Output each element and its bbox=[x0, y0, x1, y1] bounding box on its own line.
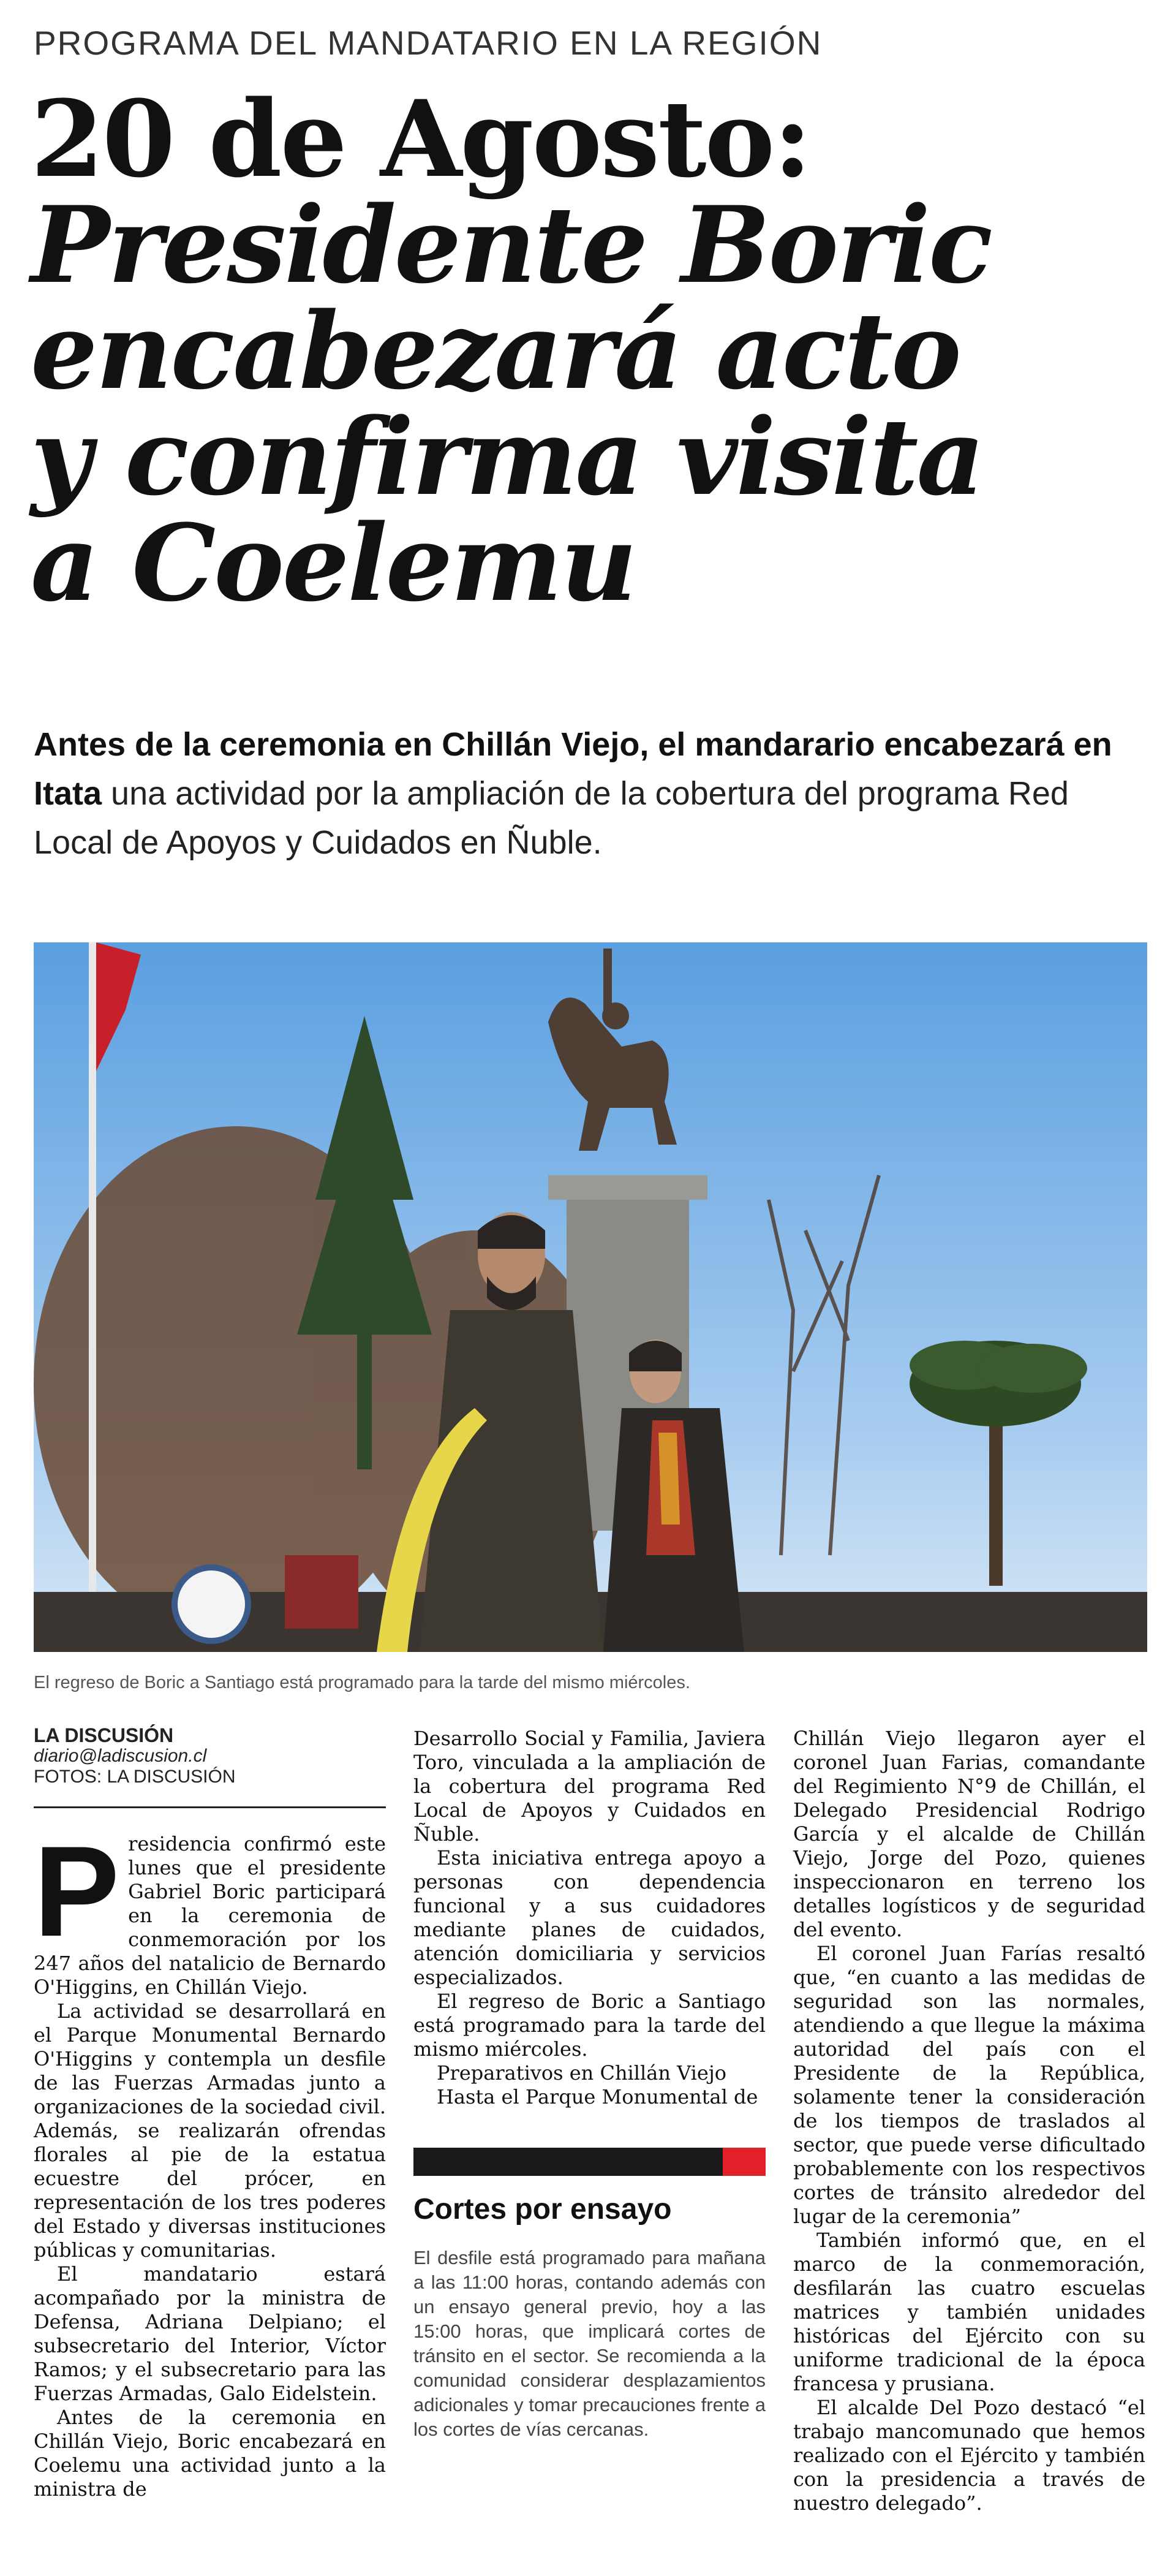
paragraph: Esta iniciativa entrega apoyo a personas con dependencia funcional y a sus cuidadores mediante planes de cuidados, atención domiciliaria y servicios especializados. bbox=[413, 1846, 766, 1989]
paragraph: Chillán Viejo llegaron ayer el coronel Juan Farias, comandante del Regimiento N°9 de Chillán, el Delegado Presidencial Rodrigo García y el alcalde de Chillán Viejo, Jorge del Pozo, quienes inspeccionaron en terreno los detalles logísticos y de seguridad del evento. bbox=[793, 1727, 1145, 1941]
byline bbox=[34, 1725, 236, 1787]
drop-cap: P bbox=[34, 1819, 120, 1963]
paragraph: También informó que, en el marco de la conmemoración, desfilarán las cuatro escuelas matrices y también unidades históricas del Ejército con su uniforme tradicional de la época francesa y prusiana. bbox=[793, 2229, 1145, 2395]
photo-illustration bbox=[34, 942, 1147, 1652]
headline-line-4: y confirma visita bbox=[31, 395, 983, 519]
paragraph: El alcalde Del Pozo destacó “el trabajo mancomunado que hemos realizado con el Ejército y también con la presidencia a través de nuestro delegado”. bbox=[793, 2396, 1145, 2515]
byline-divider bbox=[34, 1806, 386, 1808]
box-rule-dark bbox=[413, 2148, 723, 2176]
article-column-2 bbox=[413, 1727, 766, 2109]
deck-bold: Antes de la ceremonia en Chillán Viejo, el mandarario encabezará en Itata bbox=[34, 726, 1112, 812]
box-rule bbox=[413, 2148, 766, 2176]
headline-line-3: encabezará acto bbox=[31, 289, 960, 413]
paragraph: Antes de la ceremonia en Chillán Viejo, Boric encabezará en Coelemu una actividad junto a la ministra de bbox=[34, 2406, 386, 2501]
deck-summary bbox=[34, 720, 1142, 867]
subhead: Preparativos en Chillán Viejo bbox=[437, 2061, 727, 2085]
paragraph: El regreso de Boric a Santiago está programado para la tarde del mismo miércoles. bbox=[413, 1990, 766, 2061]
section-kicker: PROGRAMA DEL MANDATARIO EN LA REGIÓN bbox=[34, 24, 823, 62]
byline-email[interactable]: diario@ladiscusion.cl bbox=[34, 1746, 207, 1766]
paragraph: El mandatario estará acompañado por la ministra de Defensa, Adriana Delpiano; el subsecretario del Interior, Víctor Ramos; y el subsecretario para las Fuerzas Armadas, Galo Eidelstein. bbox=[34, 2262, 386, 2405]
box-text: El desfile está programado para mañana a las 11:00 horas, contando además con un ensayo general previo, hoy a las 15:00 horas, que implicará cortes de tránsito en el sector. Se recomienda a la comunidad considerar desplazamientos adicionales y tomar precauciones frente a los cortes de vías cercanas. bbox=[413, 2247, 766, 2440]
headline-line-2: Presidente Boric bbox=[31, 183, 991, 307]
headline-line-1: 20 de Agosto: bbox=[31, 77, 810, 201]
article-column-1 bbox=[34, 1819, 386, 2501]
box-rule-red bbox=[723, 2148, 766, 2176]
box-title: Cortes por ensayo bbox=[413, 2193, 672, 2226]
headline bbox=[31, 77, 1158, 625]
paragraph: Desarrollo Social y Familia, Javiera Toro, vinculada a la ampliación de la cobertura del programa Red Local de Apoyos y Cuidados en Ñuble. bbox=[413, 1727, 766, 1846]
paragraph: Hasta el Parque Monumental de bbox=[437, 2085, 758, 2108]
deck-rest: una actividad por la ampliación de la cobertura del programa Red Local de Apoyos y Cuidados en Ñuble. bbox=[34, 775, 1069, 861]
paragraph: El coronel Juan Farías resaltó que, “en cuanto a las medidas de seguridad son las normales, atendiendo a que llegue la máxima autoridad del país con el Presidente de la República, solamente tener la consideración de los tiempos de traslados al sector, que puede verse dificultado probablemente con los respectivos cortes de tránsito alrededor del lugar de la ceremonia” bbox=[793, 1942, 1145, 2228]
headline-line-5: a Coelemu bbox=[31, 501, 636, 625]
lead-photo bbox=[34, 942, 1147, 1652]
byline-org: LA DISCUSIÓN bbox=[34, 1724, 174, 1746]
paragraph: La actividad se desarrollará en el Parque Monumental Bernardo O'Higgins y contempla un desfile de las Fuerzas Armadas junto a organizaciones de la sociedad civil. Además, se realizarán ofrendas florales al pie de la estatua ecuestre del prócer, en representación de los tres poderes del Estado y diversas instituciones públicas y comunitarias. bbox=[34, 1999, 386, 2262]
photo-caption: El regreso de Boric a Santiago está programado para la tarde del mismo miércoles. bbox=[34, 1673, 690, 1692]
article-column-3 bbox=[793, 1727, 1145, 2515]
paragraph: residencia confirmó este lunes que el presidente Gabriel Boric participará en la ceremonia de conmemoración por los 247 años del natalicio de Bernardo O'Higgins, en Chillán Viejo. bbox=[34, 1832, 386, 1999]
byline-photos: FOTOS: LA DISCUSIÓN bbox=[34, 1767, 236, 1787]
